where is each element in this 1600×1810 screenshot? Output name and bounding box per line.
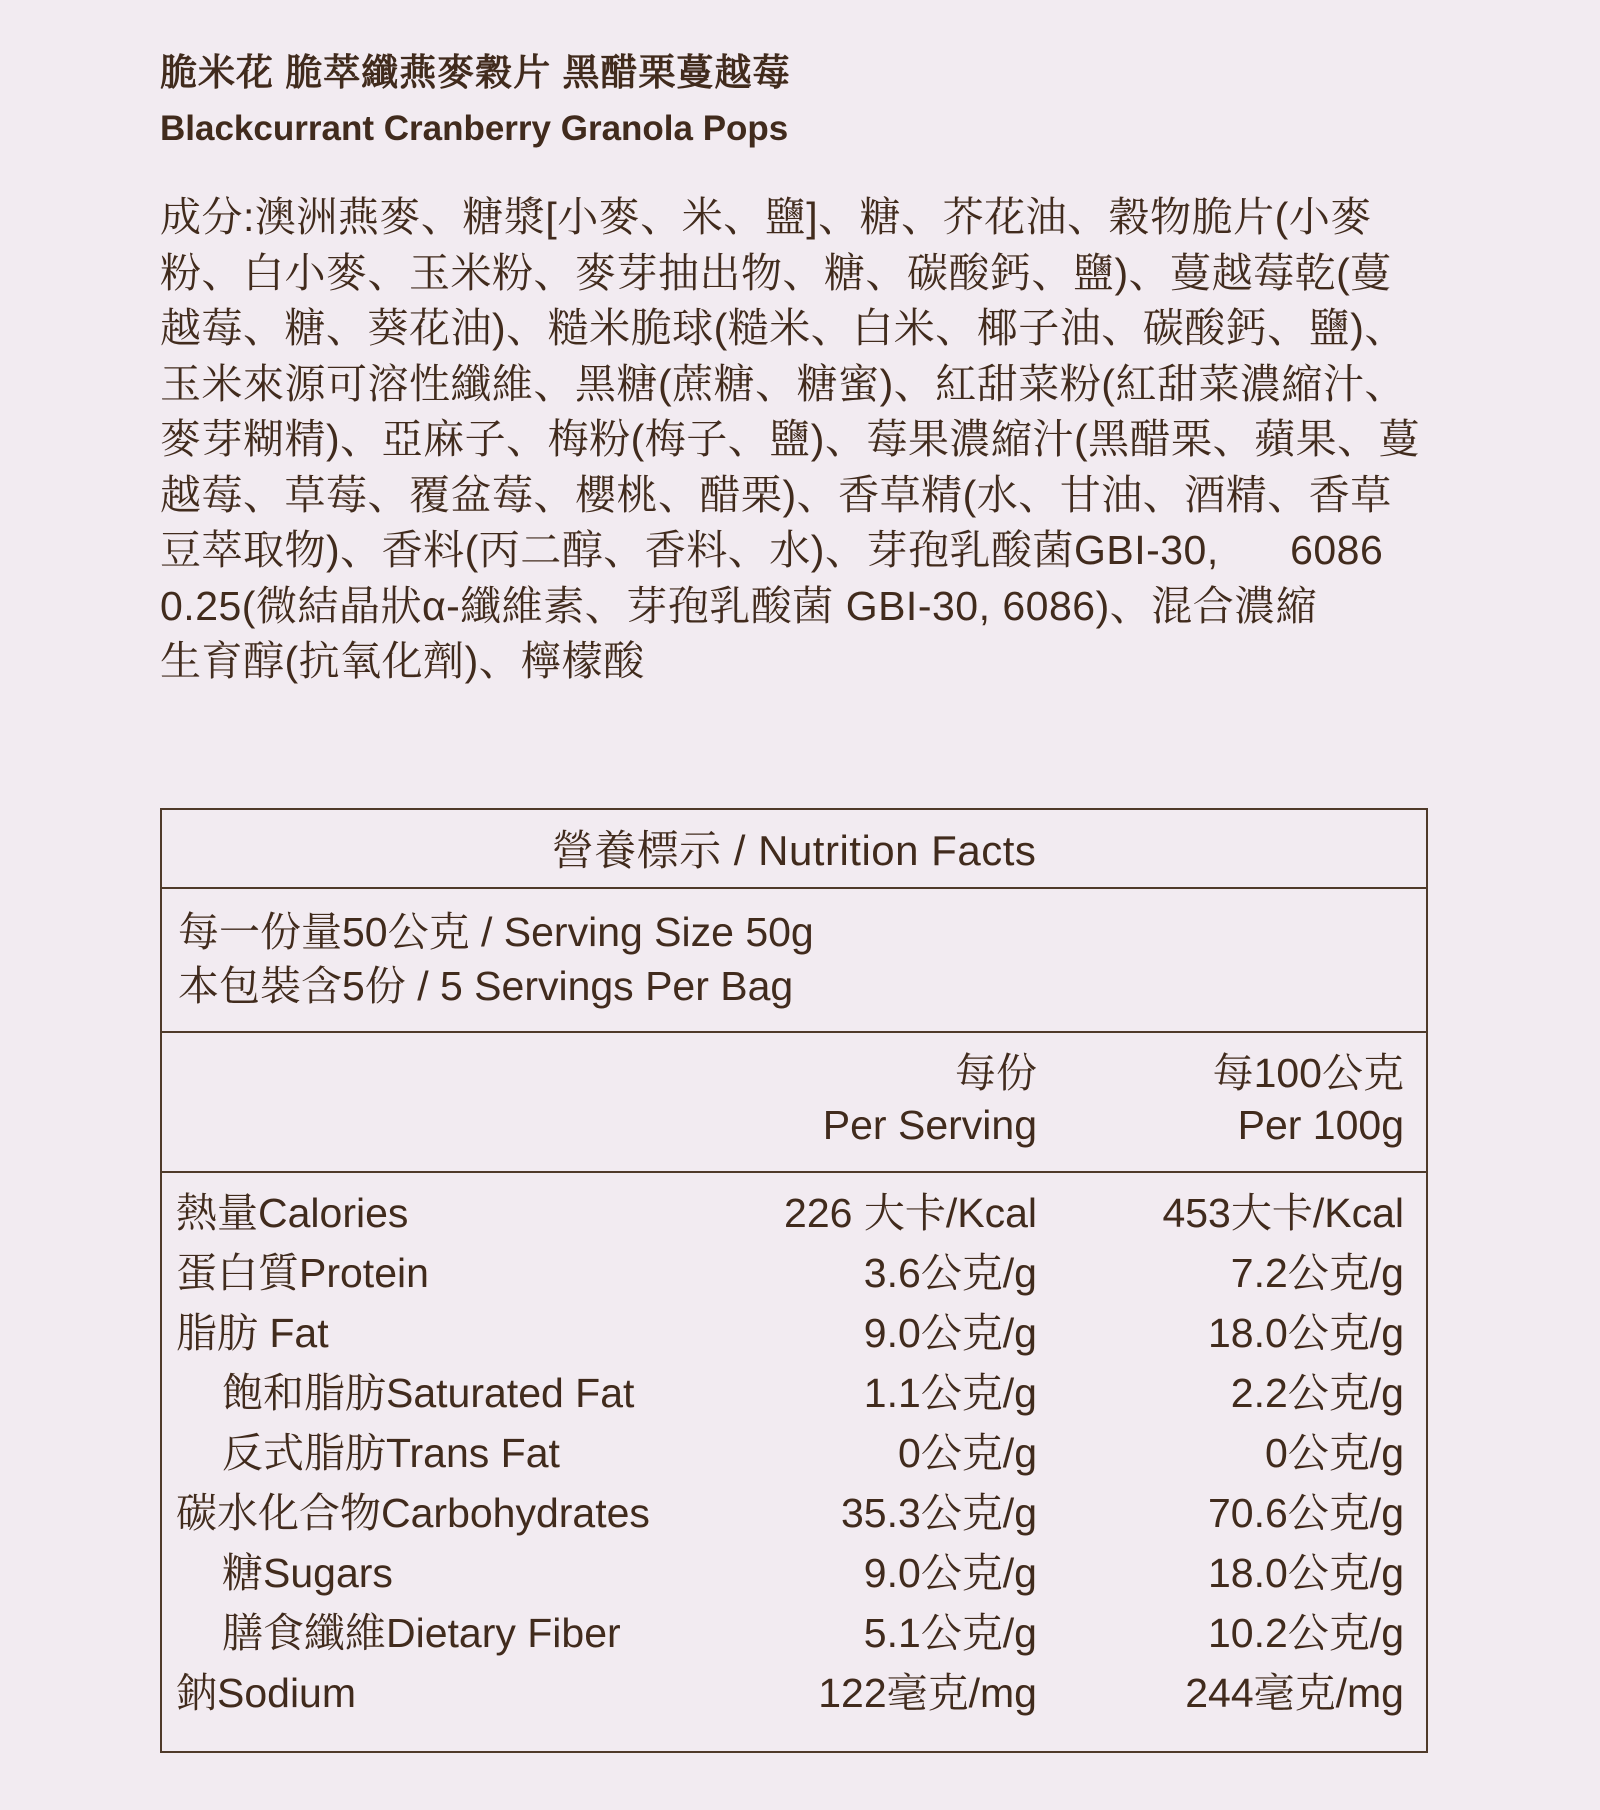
column-header-per-100g-en: Per 100g: [1237, 1101, 1404, 1148]
nutrient-value-per-serving: 9.0公克/g: [863, 1309, 1037, 1356]
nutrient-value-per-100g: 7.2公克/g: [1230, 1249, 1404, 1296]
ingredient-line: 越莓、糖、葵花油)、糙米脆球(糙米、白米、椰子油、碳酸鈣、鹽)、: [160, 305, 1406, 351]
nutrient-value-per-serving: 1.1公克/g: [863, 1369, 1037, 1416]
nutrient-row: [162, 1303, 1426, 1363]
column-headers-section: [162, 1033, 1426, 1173]
ingredient-line: 粉、白小麥、玉米粉、麥芽抽出物、糖、碳酸鈣、鹽)、蔓越莓乾(蔓: [160, 249, 1392, 296]
ingredient-line: 成分:澳洲燕麥、糖漿[小麥、米、鹽]、糖、芥花油、穀物脆片(小麥: [160, 194, 1372, 240]
nutrient-label: 飽和脂肪Saturated Fat: [222, 1369, 635, 1416]
label-content: [0, 0, 1600, 690]
nutrient-value-per-100g: 453大卡/Kcal: [1162, 1189, 1404, 1236]
nutrient-rows-section: [162, 1173, 1426, 1751]
column-header-per-serving: [697, 1047, 1037, 1171]
nutrient-value-per-100g: 10.2公克/g: [1208, 1609, 1404, 1656]
serving-size-line: 每一份量50公克 / Serving Size 50g: [178, 908, 814, 955]
nutrient-row: [162, 1543, 1426, 1603]
nutrient-value-per-100g: 244毫克/mg: [1185, 1669, 1404, 1716]
nutrient-value-per-serving: 226 大卡/Kcal: [784, 1189, 1037, 1236]
ingredient-line: 豆萃取物)、香料(丙二醇、香料、水)、芽孢乳酸菌GBI-30, 6086: [160, 527, 1384, 573]
nutrient-row: [162, 1423, 1426, 1483]
serving-info-section: [162, 889, 1426, 1033]
nutrient-label: 鈉Sodium: [176, 1669, 357, 1716]
nutrient-value-per-serving: 122毫克/mg: [818, 1669, 1037, 1716]
nutrient-row: [162, 1243, 1426, 1303]
nutrient-row: [162, 1663, 1426, 1723]
nutrition-facts-table: [160, 808, 1428, 1753]
product-title-zh: 脆米花 脆萃纖燕麥穀片 黑醋栗蔓越莓: [160, 52, 791, 93]
nutrient-value-per-100g: 70.6公克/g: [1208, 1489, 1404, 1536]
nutrient-row: [162, 1483, 1426, 1543]
nutrient-label: 蛋白質Protein: [176, 1249, 429, 1296]
nutrient-row: [162, 1603, 1426, 1663]
column-header-per-100g: [1037, 1047, 1404, 1171]
servings-per-bag-line: 本包裝含5份 / 5 Servings Per Bag: [178, 962, 794, 1009]
nutrient-value-per-100g: 0公克/g: [1265, 1429, 1404, 1476]
nutrition-table-title: 營養標示 / Nutrition Facts: [162, 810, 1426, 889]
nutrient-value-per-serving: 3.6公克/g: [863, 1249, 1037, 1296]
nutrient-label: 脂肪 Fat: [176, 1309, 329, 1356]
ingredient-line: 越莓、草莓、覆盆莓、櫻桃、醋栗)、香草精(水、甘油、酒精、香草: [160, 471, 1392, 518]
ingredient-line: 生育醇(抗氧化劑)、檸檬酸: [160, 638, 645, 684]
nutrient-row: [162, 1363, 1426, 1423]
nutrient-label: 熱量Calories: [176, 1189, 409, 1236]
nutrient-value-per-serving: 35.3公克/g: [841, 1489, 1037, 1536]
column-header-per-serving-en: Per Serving: [822, 1101, 1037, 1148]
ingredient-line: 麥芽糊精)、亞麻子、梅粉(梅子、鹽)、莓果濃縮汁(黑醋栗、蘋果、蔓: [160, 416, 1421, 462]
nutrient-row: [162, 1183, 1426, 1243]
nutrient-label: 碳水化合物Carbohydrates: [176, 1489, 650, 1536]
column-header-per-100g-zh: 每100公克: [1212, 1049, 1404, 1096]
ingredient-line: 0.25(微結晶狀α-纖維素、芽孢乳酸菌 GBI-30, 6086)、混合濃縮: [160, 582, 1318, 629]
column-header-per-serving-zh: 每份: [955, 1049, 1037, 1096]
nutrient-value-per-serving: 0公克/g: [898, 1429, 1037, 1476]
nutrient-value-per-100g: 18.0公克/g: [1208, 1309, 1404, 1356]
column-header-spacer: [176, 1047, 697, 1171]
nutrient-value-per-serving: 5.1公克/g: [863, 1609, 1037, 1656]
nutrient-value-per-serving: 9.0公克/g: [863, 1549, 1037, 1596]
ingredient-line: 玉米來源可溶性纖維、黑糖(蔗糖、糖蜜)、紅甜菜粉(紅甜菜濃縮汁、: [160, 360, 1406, 407]
nutrient-label: 膳食纖維Dietary Fiber: [222, 1609, 621, 1656]
nutrient-label: 糖Sugars: [222, 1549, 393, 1596]
nutrient-value-per-100g: 18.0公克/g: [1208, 1549, 1404, 1596]
nutrient-value-per-100g: 2.2公克/g: [1230, 1369, 1404, 1416]
nutrient-label: 反式脂肪Trans Fat: [222, 1429, 560, 1476]
product-title-en: Blackcurrant Cranberry Granola Pops: [160, 109, 789, 148]
ingredients-paragraph: [160, 190, 1460, 690]
